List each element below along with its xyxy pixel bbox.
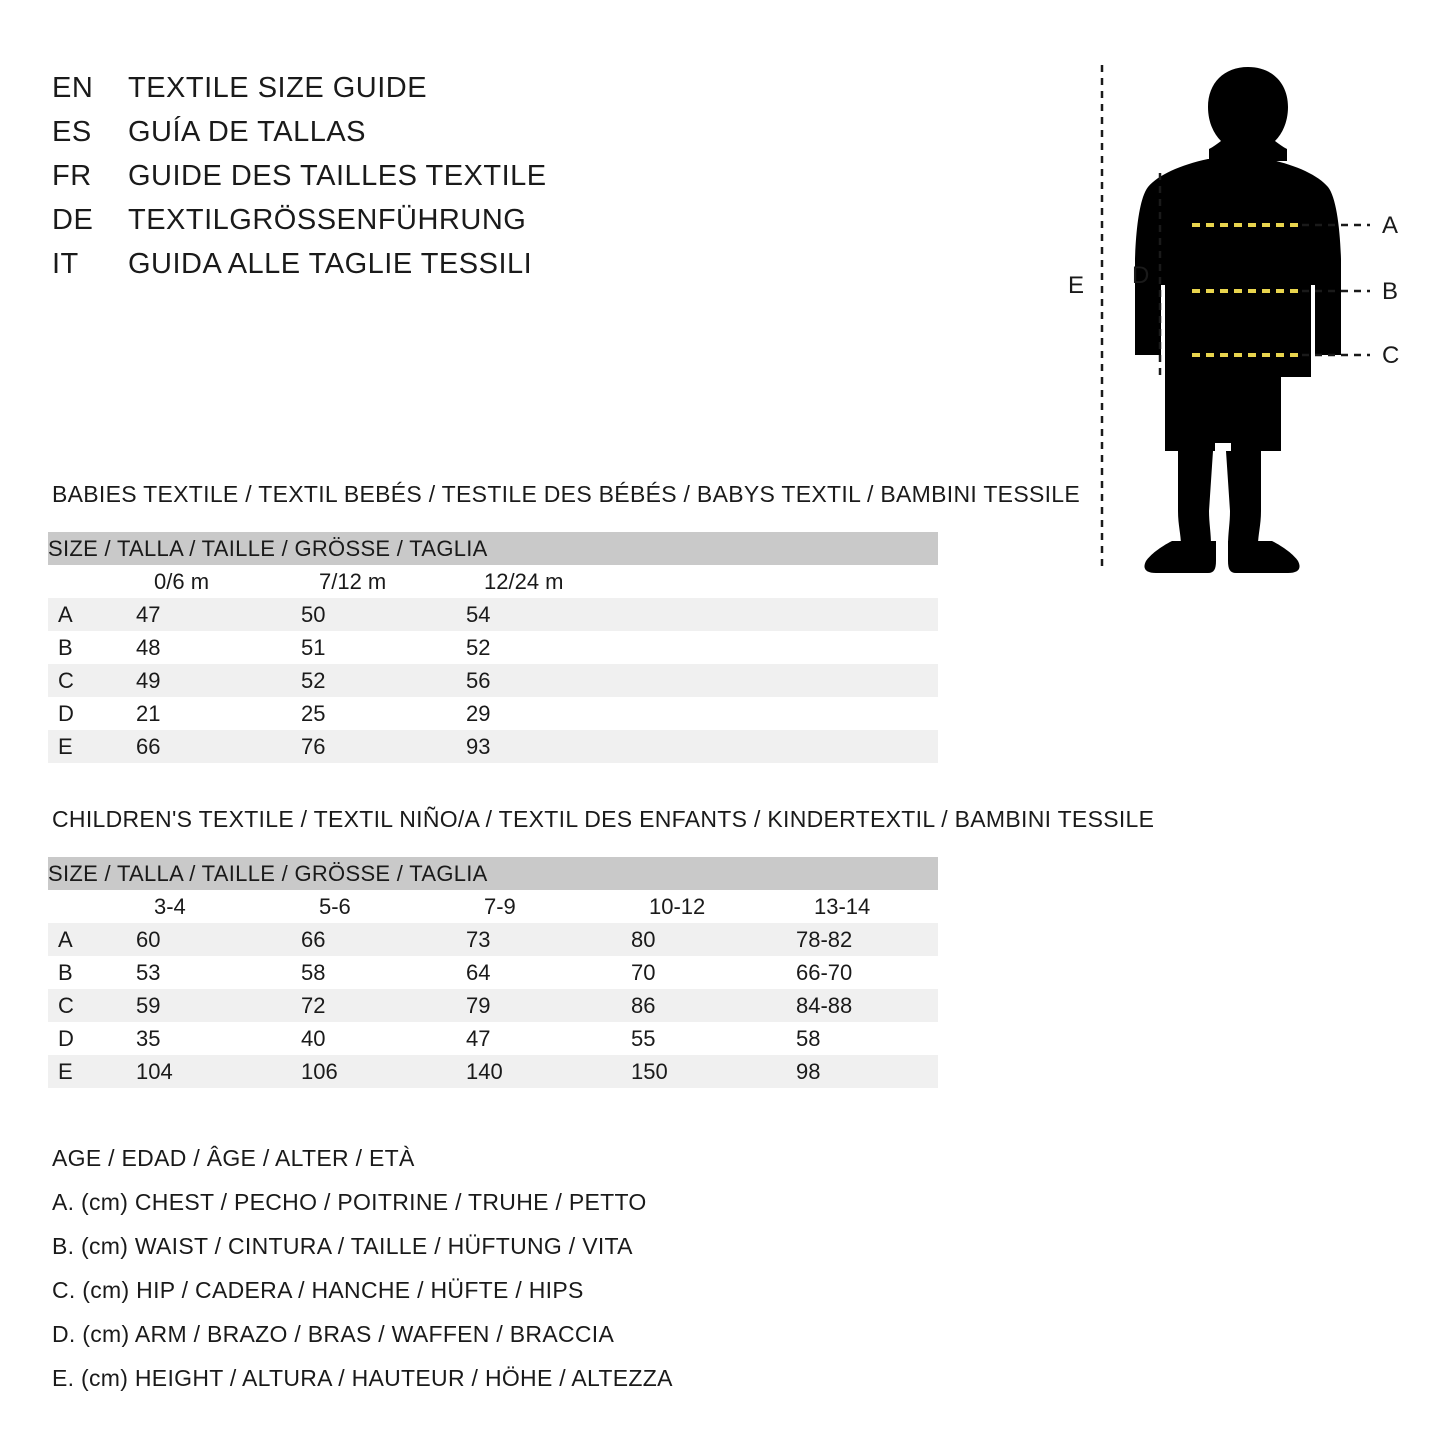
title-row-fr [52,160,752,204]
babies-a-2: 54 [466,598,631,631]
babies-col-0: 0/6 m [136,565,301,598]
children-row-label-a: A [48,923,136,956]
children-row-label-d: D [48,1022,136,1055]
babies-b-2: 52 [466,631,631,664]
babies-column-header-row [48,565,938,598]
children-size-header-row [48,857,938,890]
children-d-2: 47 [466,1022,631,1055]
babies-row-label-c: C [48,664,136,697]
table-row [48,697,938,730]
table-row [48,631,938,664]
children-a-2: 73 [466,923,631,956]
babies-row-label-a: A [48,598,136,631]
legend-line-height: E. (cm) HEIGHT / ALTURA / HAUTEUR / HÖHE / ALTEZZA [52,1365,673,1391]
title-lang-en: EN [52,72,94,104]
legend-line-chest: A. (cm) CHEST / PECHO / POITRINE / TRUHE / PETTO [52,1189,647,1215]
children-size-table [48,857,938,1088]
children-col-4: 13-14 [796,890,938,923]
table-row [48,923,938,956]
children-e-3: 150 [631,1055,796,1088]
babies-a-1: 50 [301,598,466,631]
title-lang-es: ES [52,116,92,148]
children-d-0: 35 [136,1022,301,1055]
babies-c-1: 52 [301,664,466,697]
table-row [48,1055,938,1088]
title-lang-it: IT [52,248,79,280]
babies-col-1: 7/12 m [301,565,466,598]
children-a-4: 78-82 [796,923,938,956]
children-col-3: 10-12 [631,890,796,923]
title-row-it [52,248,752,292]
children-d-1: 40 [301,1022,466,1055]
babies-row-label-d: D [48,697,136,730]
table-row [48,956,938,989]
title-text-it: GUIDA ALLE TAGLIE TESSILI [128,248,533,280]
children-b-0: 53 [136,956,301,989]
children-e-4: 98 [796,1055,938,1088]
children-row-label-e: E [48,1055,136,1088]
babies-size-header-row [48,532,938,565]
figure-label-d: D [1132,262,1150,289]
babies-col-2: 12/24 m [466,565,631,598]
babies-d-0: 21 [136,697,301,730]
babies-b-1: 51 [301,631,466,664]
children-section-title: CHILDREN'S TEXTILE / TEXTIL NIÑO/A / TEXTIL DES ENFANTS / KINDERTEXTIL / BAMBINI TESSILE [52,806,1155,832]
children-corner-cell [48,890,136,923]
children-b-3: 70 [631,956,796,989]
figure-label-b: B [1382,278,1399,305]
children-c-1: 72 [301,989,466,1022]
children-col-0: 3-4 [136,890,301,923]
babies-size-header: SIZE / TALLA / TAILLE / GRÖSSE / TAGLIA [48,532,938,565]
babies-corner-cell [48,565,136,598]
babies-e-1: 76 [301,730,466,763]
table-row [48,664,938,697]
children-e-1: 106 [301,1055,466,1088]
babies-c-0: 49 [136,664,301,697]
legend-line-waist: B. (cm) WAIST / CINTURA / TAILLE / HÜFTUNG / VITA [52,1233,633,1259]
babies-b-0: 48 [136,631,301,664]
babies-a-0: 47 [136,598,301,631]
babies-e-0: 66 [136,730,301,763]
children-e-2: 140 [466,1055,631,1088]
children-e-0: 104 [136,1055,301,1088]
babies-size-table [48,532,938,763]
title-text-en: TEXTILE SIZE GUIDE [128,72,428,104]
table-row [48,598,938,631]
title-text-es: GUÍA DE TALLAS [128,116,367,148]
children-c-0: 59 [136,989,301,1022]
children-b-4: 66-70 [796,956,938,989]
legend-line-arm: D. (cm) ARM / BRAZO / BRAS / WAFFEN / BRACCIA [52,1321,615,1347]
children-b-2: 64 [466,956,631,989]
children-c-2: 79 [466,989,631,1022]
legend-line-hip: C. (cm) HIP / CADERA / HANCHE / HÜFTE / HIPS [52,1277,584,1303]
babies-e-2: 93 [466,730,631,763]
children-a-3: 80 [631,923,796,956]
children-table-wrapper [48,857,938,1088]
children-a-1: 66 [301,923,466,956]
title-lang-fr: FR [52,160,92,192]
legend-line-age: AGE / EDAD / ÂGE / ALTER / ETÀ [52,1145,415,1171]
babies-c-2: 56 [466,664,631,697]
children-col-1: 5-6 [301,890,466,923]
child-silhouette-icon [1135,67,1341,573]
table-row [48,730,938,763]
babies-row-label-e: E [48,730,136,763]
figure-label-a: A [1382,212,1399,239]
measurement-legend [52,1136,952,1400]
title-text-fr: GUIDE DES TAILLES TEXTILE [128,160,547,192]
figure-label-e: E [1068,272,1085,299]
babies-row-label-b: B [48,631,136,664]
title-block [52,72,752,292]
children-size-header: SIZE / TALLA / TAILLE / GRÖSSE / TAGLIA [48,857,938,890]
title-row-es [52,116,752,160]
children-d-3: 55 [631,1022,796,1055]
children-c-4: 84-88 [796,989,938,1022]
children-c-3: 86 [631,989,796,1022]
children-row-label-c: C [48,989,136,1022]
children-col-2: 7-9 [466,890,631,923]
table-row [48,1022,938,1055]
children-row-label-b: B [48,956,136,989]
children-a-0: 60 [136,923,301,956]
babies-table-wrapper [48,532,938,763]
title-text-de: TEXTILGRÖSSENFÜHRUNG [128,204,527,236]
figure-label-c: C [1382,342,1400,369]
title-lang-de: DE [52,204,94,236]
table-row [48,989,938,1022]
children-b-1: 58 [301,956,466,989]
children-d-4: 58 [796,1022,938,1055]
children-column-header-row [48,890,938,923]
measurement-figure [1040,55,1420,575]
title-row-de [52,204,752,248]
title-row-en [52,72,752,116]
babies-d-2: 29 [466,697,631,730]
babies-d-1: 25 [301,697,466,730]
babies-section-title: BABIES TEXTILE / TEXTIL BEBÉS / TESTILE DES BÉBÉS / BABYS TEXTIL / BAMBINI TESSILE [52,481,1081,507]
